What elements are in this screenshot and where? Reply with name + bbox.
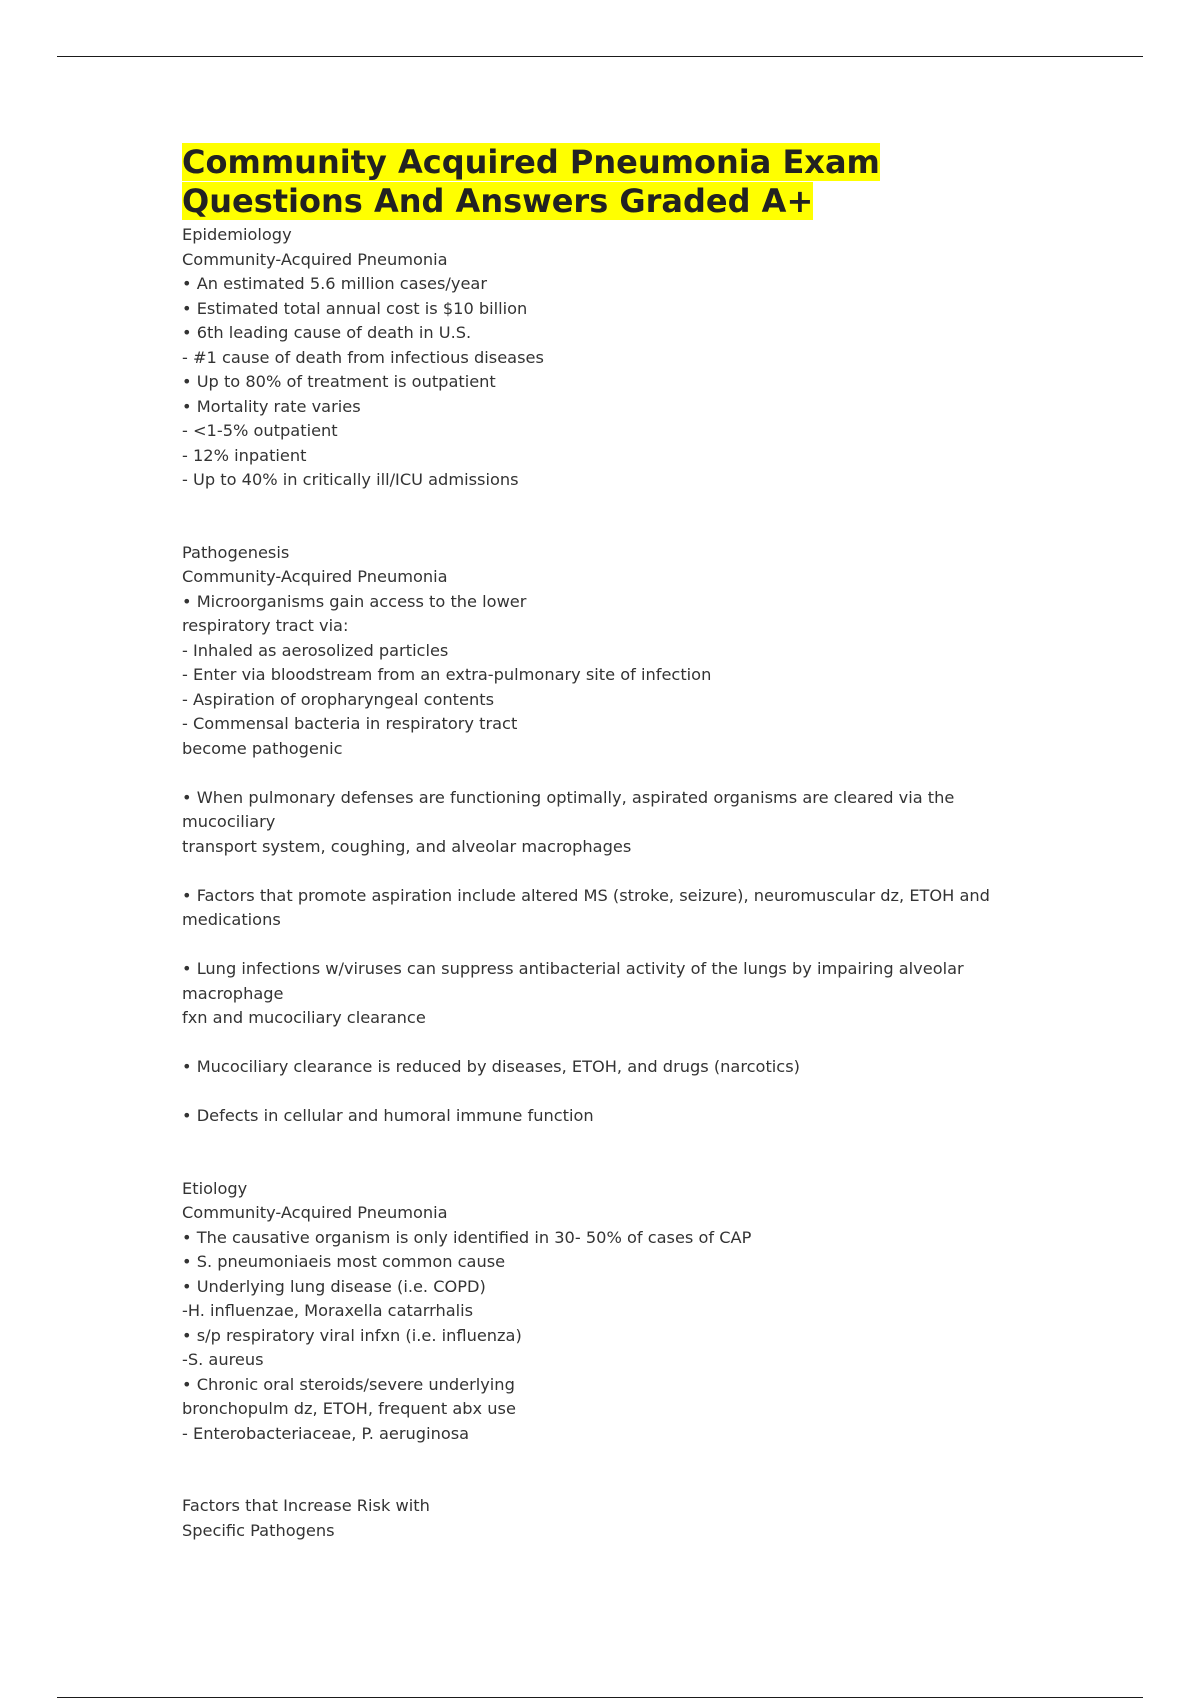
list-item: - Up to 40% in critically ill/ICU admissions — [182, 470, 519, 489]
section-subheading: Community-Acquired Pneumonia — [182, 1203, 448, 1222]
list-item: • Chronic oral steroids/severe underlying — [182, 1374, 515, 1394]
list-item: • Estimated total annual cost is $10 billion — [182, 298, 528, 318]
footer-rule — [57, 1697, 1143, 1698]
paragraph-pulmonary-defenses — [182, 786, 1042, 860]
list-item: • Underlying lung disease (i.e. COPD) — [182, 1276, 486, 1296]
paragraph-line: • When pulmonary defenses are functioning optimally, aspirated organisms are cleared via the — [182, 787, 955, 807]
list-item: • 6th leading cause of death in U.S. — [182, 323, 472, 342]
list-item: - Enterobacteriaceae, P. aeruginosa — [182, 1423, 470, 1443]
list-item: - <1-5% outpatient — [182, 421, 338, 440]
list-item: - Inhaled as aerosolized particles — [182, 640, 449, 660]
document-body — [182, 143, 1042, 1543]
section-heading: Specific Pathogens — [182, 1520, 335, 1540]
paragraph-line: • Factors that promote aspiration include altered MS (stroke, seizure), neuromuscular dz, ETOH and — [182, 885, 990, 905]
section-risk-factors — [182, 1494, 1042, 1543]
list-item: • Microorganisms gain access to the lower — [182, 591, 527, 611]
title-line-1: Community Acquired Pneumonia Exam — [182, 143, 880, 181]
paragraph-mucociliary — [182, 1055, 1042, 1080]
list-item: • An estimated 5.6 million cases/year — [182, 274, 487, 293]
section-heading: Etiology — [182, 1178, 248, 1198]
section-subheading: Community-Acquired Pneumonia — [182, 249, 448, 269]
list-item: become pathogenic — [182, 738, 343, 758]
section-etiology — [182, 1177, 1042, 1447]
document-title — [182, 143, 1042, 221]
paragraph-line: macrophage — [182, 983, 284, 1003]
list-item: -S. aureus — [182, 1350, 264, 1369]
list-item: -H. influenzae, Moraxella catarrhalis — [182, 1301, 474, 1320]
section-epidemiology — [182, 223, 1042, 493]
paragraph-line: fxn and mucociliary clearance — [182, 1008, 426, 1027]
header-rule — [57, 56, 1143, 57]
section-heading: Epidemiology — [182, 225, 292, 244]
paragraph-line: • Lung infections w/viruses can suppress antibacterial activity of the lungs by impairing alveolar — [182, 959, 964, 978]
list-item: - Aspiration of oropharyngeal contents — [182, 689, 495, 709]
list-item: - Commensal bacteria in respiratory tract — [182, 714, 518, 733]
list-item: - #1 cause of death from infectious diseases — [182, 347, 544, 367]
section-pathogenesis — [182, 541, 1042, 762]
section-subheading: Community-Acquired Pneumonia — [182, 567, 448, 586]
list-item: • The causative organism is only identified in 30- 50% of cases of CAP — [182, 1227, 752, 1247]
list-item: • Up to 80% of treatment is outpatient — [182, 372, 496, 391]
title-line-2: Questions And Answers Graded A+ — [182, 182, 814, 220]
section-heading: Pathogenesis — [182, 542, 290, 562]
paragraph-line: transport system, coughing, and alveolar macrophages — [182, 836, 632, 856]
paragraph-line: medications — [182, 910, 281, 929]
paragraph-line: • Mucociliary clearance is reduced by diseases, ETOH, and drugs (narcotics) — [182, 1057, 800, 1076]
paragraph-line: • Defects in cellular and humoral immune function — [182, 1106, 594, 1125]
list-item: • Mortality rate varies — [182, 396, 361, 416]
paragraph-immune-defects — [182, 1104, 1042, 1129]
paragraph-line: mucociliary — [182, 812, 276, 831]
paragraph-viral-infections — [182, 957, 1042, 1031]
paragraph-aspiration-factors — [182, 884, 1042, 933]
list-item: • S. pneumoniaeis most common cause — [182, 1252, 506, 1271]
list-item: respiratory tract via: — [182, 616, 349, 635]
list-item: • s/p respiratory viral infxn (i.e. influenza) — [182, 1325, 522, 1345]
list-item: bronchopulm dz, ETOH, frequent abx use — [182, 1399, 516, 1418]
list-item: - 12% inpatient — [182, 445, 307, 465]
section-heading: Factors that Increase Risk with — [182, 1496, 430, 1515]
list-item: - Enter via bloodstream from an extra-pulmonary site of infection — [182, 665, 712, 684]
